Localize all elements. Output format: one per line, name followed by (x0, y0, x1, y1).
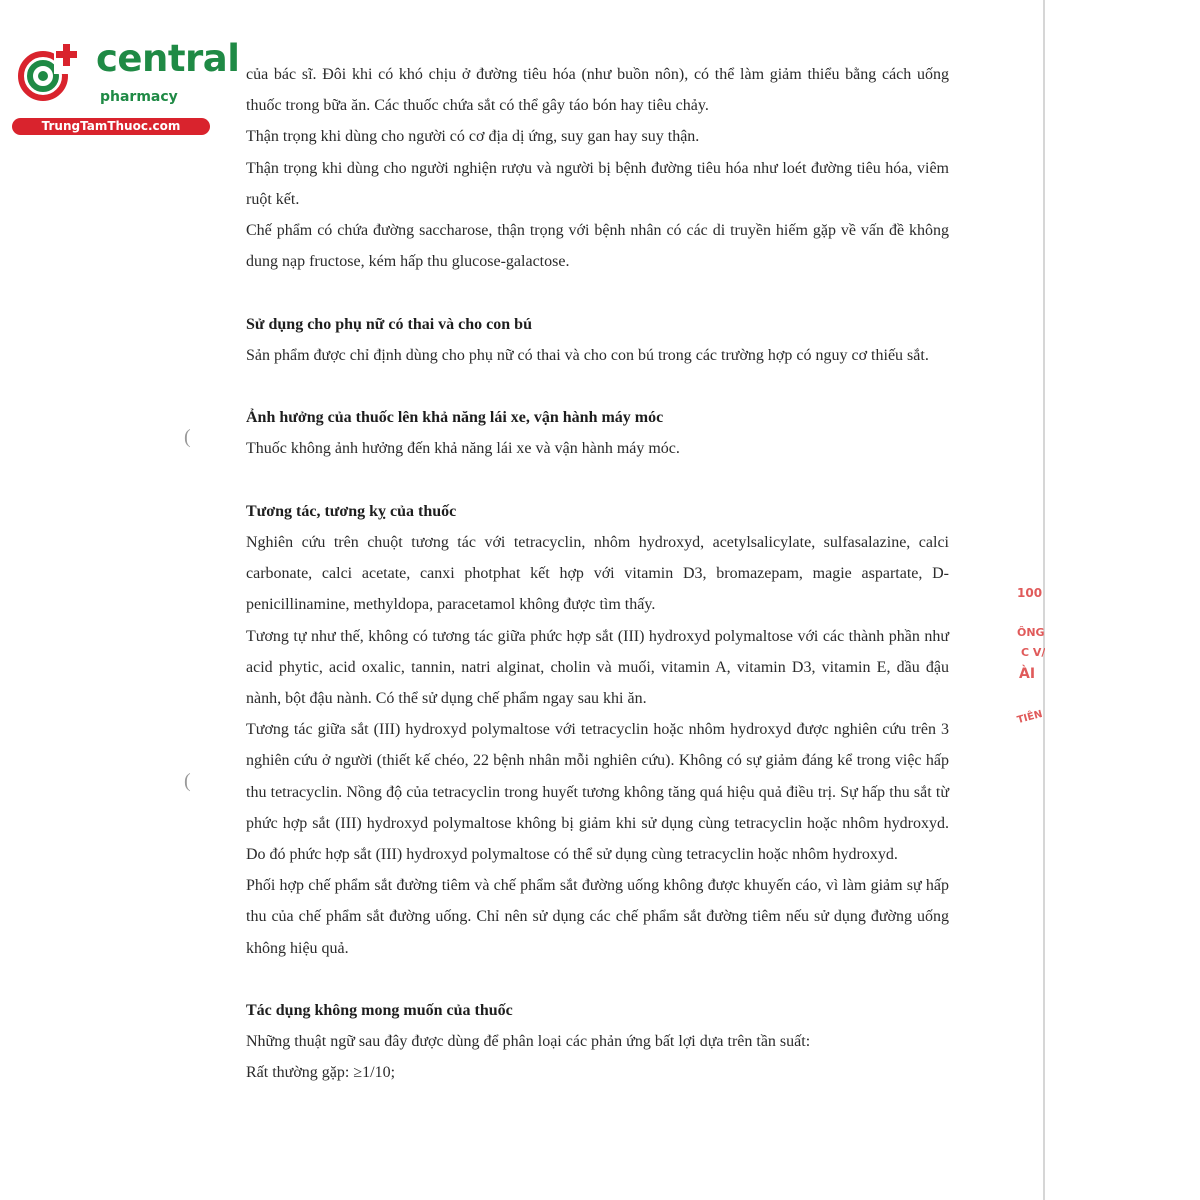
paragraph: Sản phẩm được chỉ định dùng cho phụ nữ có thai và cho con bú trong các trường hợp có nguy cơ thiếu sắt. (246, 346, 929, 364)
section-heading: Sử dụng cho phụ nữ có thai và cho con bú (246, 315, 532, 333)
logo-subtitle: pharmacy (100, 89, 178, 105)
stamp-text: TIÊN (1016, 708, 1044, 727)
paragraph: Thận trọng khi dùng cho người nghiện rượu và người bị bệnh đường tiêu hóa như loét đường tiêu hóa, viêm ruột kết. (246, 159, 949, 208)
paragraph: Nghiên cứu trên chuột tương tác với tetracyclin, nhôm hydroxyd, acetylsalicylate, sulfasalazine, calci carbonate, calci acetate, canxi photphat kết hợp với vitamin D3, bromazepam, magie aspartate, D-penicillinamine, methyldopa, paracetamol không được tìm thấy. (246, 534, 949, 614)
paragraph: Những thuật ngữ sau đây được dùng để phân loại các phản ứng bất lợi dựa trên tần suất: (246, 1033, 811, 1051)
section-heading: Tác dụng không mong muốn của thuốc (246, 1002, 513, 1020)
paragraph: Chế phẩm có chứa đường saccharose, thận trọng với bệnh nhân có các di truyền hiếm gặp về vấn đề không dung nạp fructose, kém hấp thu glucose-galactose. (246, 222, 949, 271)
logo-website: TrungTamThuoc.com (12, 118, 210, 135)
document-body (246, 59, 949, 1089)
stamp-text: ÀI (1019, 666, 1036, 682)
central-pharmacy-logo[interactable] (10, 37, 240, 138)
stamp-text: C V/ (1021, 646, 1045, 659)
paragraph: Thuốc không ảnh hưởng đến khả năng lái xe và vận hành máy móc. (246, 440, 680, 458)
paragraph: Rất thường gặp: ≥1/10; (246, 1064, 396, 1082)
margin-mark: ( (184, 426, 191, 448)
paragraph: Thận trọng khi dùng cho người có cơ địa dị ứng, suy gan hay suy thận. (246, 128, 700, 146)
paragraph: Tương tự như thế, không có tương tác giữa phức hợp sắt (III) hydroxyd polymaltose với các thành phần như acid phytic, acid oxalic, tannin, natri alginat, cholin và muối, vitamin A, vitamin D3, vitamin E, dầu đậu nành, bột đậu nành. Có thể sử dụng chế phẩm ngay sau khi ăn. (246, 627, 949, 708)
stamp-fragment (1013, 578, 1045, 748)
section-heading: Ảnh hưởng của thuốc lên khả năng lái xe, vận hành máy móc (246, 409, 664, 427)
stamp-text: 100 (1017, 586, 1043, 600)
logo-c-cross-icon (10, 38, 82, 110)
logo-name: central (96, 37, 240, 80)
paragraph: Phối hợp chế phẩm sắt đường tiêm và chế phẩm sắt đường uống không được khuyến cáo, vì làm giảm sự hấp thu của chế phẩm sắt đường uống. Chỉ nên sử dụng các chế phẩm sắt đường tiêm nếu sử dụng đường uống không hiệu quả. (246, 877, 949, 957)
paragraph: của bác sĩ. Đôi khi có khó chịu ở đường tiêu hóa (như buồn nôn), có thể làm giảm thiểu bằng cách uống thuốc trong bữa ăn. Các thuốc chứa sắt có thể gây táo bón hay tiêu chảy. (246, 66, 949, 115)
paragraph: Tương tác giữa sắt (III) hydroxyd polymaltose với tetracyclin hoặc nhôm hydroxyd được nghiên cứu trên 3 nghiên cứu ở người (thiết kế chéo, 22 bệnh nhân mỗi nghiên cứu). Không có sự giảm đáng kể trong việc hấp thu tetracyclin. Nồng độ của tetracyclin trong huyết tương không tăng quá hiệu quả điều trị. Sự hấp thu sắt từ phức hợp sắt (III) hydroxyd polymaltose không bị giảm khi sử dụng cùng tetracyclin hoặc nhôm hydroxyd. Do đó phức hợp sắt (III) hydroxyd polymaltose có thể sử dụng cùng tetracyclin hoặc nhôm hydroxyd. (246, 721, 949, 864)
stamp-text: ÔNG (1017, 626, 1045, 639)
margin-mark: ( (184, 770, 191, 792)
section-heading: Tương tác, tương kỵ của thuốc (246, 502, 457, 520)
